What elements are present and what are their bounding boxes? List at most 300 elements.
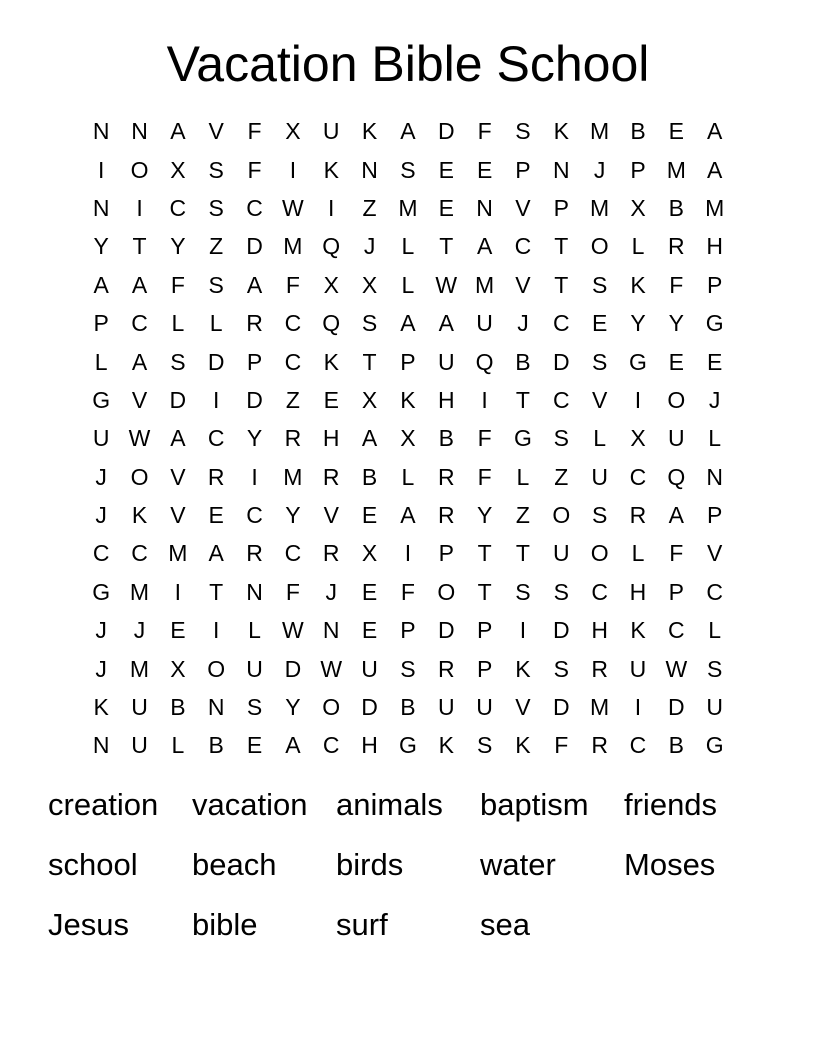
word-list-item: creation (48, 787, 159, 822)
grid-cell[interactable]: S (553, 655, 569, 682)
grid-cell[interactable]: U (591, 463, 608, 490)
grid-cell[interactable]: V (707, 540, 723, 567)
grid-cell[interactable]: M (590, 118, 610, 145)
grid-cell[interactable]: U (131, 694, 148, 721)
grid-cell[interactable]: B (170, 694, 186, 721)
grid-cell[interactable]: N (92, 194, 110, 221)
grid-cell[interactable]: J (708, 386, 721, 413)
grid-cell[interactable]: O (667, 386, 686, 413)
grid-cell[interactable]: K (515, 732, 531, 759)
grid-cell[interactable]: K (323, 156, 339, 183)
grid-cell[interactable]: A (707, 118, 723, 145)
grid-cell[interactable]: E (361, 578, 378, 605)
grid-cell[interactable]: P (476, 617, 493, 644)
grid-cell[interactable]: C (207, 425, 225, 452)
grid-cell[interactable]: C (284, 310, 302, 337)
grid-cell[interactable]: C (591, 578, 608, 605)
grid-cell[interactable]: R (591, 732, 608, 759)
grid-cell[interactable]: X (630, 194, 646, 221)
grid-cell[interactable]: F (477, 463, 492, 490)
grid-cell[interactable]: I (634, 386, 642, 413)
grid-cell[interactable]: A (668, 502, 684, 529)
grid-cell[interactable]: N (92, 118, 110, 145)
grid-cell[interactable]: Z (209, 233, 224, 260)
grid-cell[interactable]: E (707, 348, 723, 375)
grid-cell[interactable]: F (170, 271, 185, 298)
grid-cell[interactable]: X (361, 271, 378, 298)
grid-cell[interactable]: A (400, 310, 416, 337)
grid-cell[interactable]: R (591, 655, 608, 682)
grid-cell[interactable]: J (363, 233, 376, 260)
grid-cell[interactable]: J (325, 578, 337, 605)
grid-cell[interactable]: C (552, 310, 570, 337)
grid-cell[interactable]: I (136, 194, 143, 221)
grid-cell[interactable]: M (475, 271, 495, 298)
grid-cell[interactable]: D (437, 617, 455, 644)
grid-cell[interactable]: K (630, 271, 646, 298)
grid-cell[interactable]: Y (285, 694, 301, 721)
grid-cell[interactable]: U (706, 694, 723, 721)
grid-cell[interactable]: I (519, 617, 527, 644)
grid-cell[interactable]: O (130, 463, 149, 490)
grid-cell[interactable]: C (92, 540, 110, 567)
grid-cell[interactable]: A (400, 118, 416, 145)
grid-cell[interactable]: I (481, 386, 488, 413)
grid-cell[interactable]: S (476, 732, 493, 759)
grid-cell[interactable]: U (476, 694, 493, 721)
grid-cell[interactable]: I (251, 463, 258, 490)
grid-cell[interactable]: T (515, 540, 530, 567)
grid-cell[interactable]: M (590, 694, 610, 721)
grid-cell[interactable]: E (591, 310, 608, 337)
grid-cell[interactable]: W (435, 271, 458, 298)
grid-cell[interactable]: E (170, 617, 186, 644)
grid-cell[interactable]: O (437, 578, 456, 605)
grid-cell[interactable]: M (283, 463, 303, 490)
grid-cell[interactable]: U (246, 655, 263, 682)
grid-cell[interactable]: L (708, 425, 722, 452)
grid-cell[interactable]: D (361, 694, 378, 721)
grid-cell[interactable]: L (516, 463, 530, 490)
grid-cell[interactable]: V (208, 118, 224, 145)
grid-cell[interactable]: A (170, 118, 186, 145)
grid-cell[interactable]: J (95, 655, 107, 682)
grid-cell[interactable]: P (93, 310, 109, 337)
grid-cell[interactable]: O (130, 156, 149, 183)
word-list-item: animals (336, 787, 443, 822)
grid-cell[interactable]: C (284, 540, 302, 567)
grid-cell[interactable]: B (668, 732, 684, 759)
grid-cell[interactable]: P (668, 578, 684, 605)
grid-cell[interactable]: I (328, 194, 335, 221)
grid-cell[interactable]: U (437, 694, 455, 721)
grid-cell[interactable]: Q (322, 310, 341, 337)
grid-cell[interactable]: G (705, 732, 724, 759)
grid-cell[interactable]: T (477, 540, 492, 567)
grid-cell[interactable]: U (552, 540, 570, 567)
grid-cell[interactable]: E (668, 348, 684, 375)
grid-cell[interactable]: R (437, 463, 455, 490)
grid-cell[interactable]: D (284, 655, 302, 682)
grid-cell[interactable]: S (246, 694, 263, 721)
grid-cell[interactable]: X (361, 386, 378, 413)
grid-cell[interactable]: Y (93, 233, 109, 260)
grid-cell[interactable]: L (631, 540, 645, 567)
grid-cell[interactable]: P (400, 617, 416, 644)
grid-cell[interactable]: L (401, 271, 415, 298)
grid-cell[interactable]: C (552, 386, 570, 413)
grid-cell[interactable]: T (209, 578, 224, 605)
grid-cell[interactable]: H (361, 732, 378, 759)
grid-cell[interactable]: F (554, 732, 569, 759)
word-list-item: water (480, 847, 556, 882)
grid-cell[interactable]: P (630, 156, 646, 183)
grid-cell[interactable]: Z (285, 386, 300, 413)
grid-cell[interactable]: B (668, 194, 684, 221)
grid-cell[interactable]: N (131, 118, 148, 145)
grid-cell[interactable]: A (246, 271, 263, 298)
grid-cell[interactable]: F (669, 540, 684, 567)
grid-cell[interactable]: L (171, 310, 185, 337)
grid-cell[interactable]: C (629, 463, 647, 490)
grid-cell[interactable]: X (361, 540, 378, 567)
grid-cell[interactable]: X (323, 271, 339, 298)
grid-cell[interactable]: V (591, 386, 608, 413)
grid-cell[interactable]: U (437, 348, 455, 375)
grid-cell[interactable]: O (322, 694, 341, 721)
grid-cell[interactable]: O (590, 233, 609, 260)
grid-cell[interactable]: N (706, 463, 723, 490)
grid-cell[interactable]: S (208, 271, 224, 298)
word-list-item: sea (480, 907, 530, 942)
grid-cell[interactable]: I (174, 578, 182, 605)
grid-cell[interactable]: S (553, 578, 569, 605)
grid-cell[interactable]: R (246, 540, 263, 567)
grid-cell[interactable]: F (247, 156, 262, 183)
grid-cell[interactable]: J (95, 502, 107, 529)
grid-cell[interactable]: T (515, 386, 530, 413)
grid-cell[interactable]: A (170, 425, 186, 452)
grid-cell[interactable]: D (207, 348, 225, 375)
grid-cell[interactable]: W (665, 655, 688, 682)
grid-cell[interactable]: M (283, 233, 303, 260)
grid-cell[interactable]: U (322, 118, 340, 145)
grid-cell[interactable]: E (438, 156, 454, 183)
grid-cell[interactable]: W (282, 194, 304, 221)
grid-cell[interactable]: F (477, 425, 492, 452)
grid-cell[interactable]: B (438, 425, 454, 452)
grid-cell[interactable]: V (170, 463, 186, 490)
grid-cell[interactable]: E (361, 502, 378, 529)
grid-cell[interactable]: S (400, 156, 416, 183)
grid-cell[interactable]: W (320, 655, 343, 682)
grid-cell[interactable]: F (247, 118, 262, 145)
grid-cell[interactable]: Y (630, 310, 646, 337)
word-list-item: Jesus (48, 907, 129, 942)
grid-cell[interactable]: A (131, 348, 148, 375)
grid-cell[interactable]: U (131, 732, 148, 759)
grid-cell[interactable]: B (400, 694, 416, 721)
grid-cell[interactable]: G (705, 310, 724, 337)
grid-cell[interactable]: C (131, 540, 148, 567)
grid-cell[interactable]: N (476, 194, 493, 221)
grid-cell[interactable]: T (362, 348, 377, 375)
grid-cell[interactable]: P (707, 502, 723, 529)
grid-cell[interactable]: G (92, 386, 111, 413)
grid-cell[interactable]: A (476, 233, 493, 260)
grid-cell[interactable]: R (629, 502, 647, 529)
grid-cell[interactable]: N (246, 578, 263, 605)
grid-cell[interactable]: B (515, 348, 531, 375)
grid-cell[interactable]: S (400, 655, 416, 682)
grid-cell[interactable]: A (285, 732, 301, 759)
grid-cell[interactable]: A (361, 425, 378, 452)
word-list-row (48, 835, 768, 895)
grid-cell[interactable]: A (208, 540, 224, 567)
grid-cell[interactable]: Q (667, 463, 686, 490)
grid-cell[interactable]: L (593, 425, 607, 452)
grid-cell[interactable]: Q (322, 233, 341, 260)
grid-cell[interactable]: K (400, 386, 416, 413)
grid-cell[interactable]: A (93, 271, 109, 298)
grid-cell[interactable]: S (361, 310, 378, 337)
grid-cell[interactable]: Z (554, 463, 569, 490)
grid-cell[interactable]: D (169, 386, 187, 413)
grid-cell[interactable]: L (94, 348, 108, 375)
grid-cell[interactable]: D (246, 233, 263, 260)
grid-cell[interactable]: Y (246, 425, 263, 452)
grid-cell[interactable]: C (169, 194, 187, 221)
grid-cell[interactable]: I (634, 694, 642, 721)
grid-cell[interactable]: C (514, 233, 532, 260)
grid-cell[interactable]: C (246, 502, 263, 529)
grid-cell[interactable]: S (553, 425, 569, 452)
grid-cell[interactable]: S (591, 271, 608, 298)
grid-cell[interactable]: P (476, 655, 493, 682)
grid-cell[interactable]: N (361, 156, 378, 183)
grid-cell[interactable]: E (668, 118, 684, 145)
grid-cell[interactable]: M (168, 540, 188, 567)
grid-cell[interactable]: T (132, 233, 147, 260)
grid-cell[interactable]: X (630, 425, 646, 452)
grid-cell[interactable]: F (285, 578, 300, 605)
word-list-row (48, 775, 768, 835)
grid-cell[interactable]: E (438, 194, 454, 221)
grid-cell[interactable]: O (590, 540, 609, 567)
grid-cell[interactable]: V (170, 502, 186, 529)
grid-cell[interactable]: O (552, 502, 571, 529)
grid-cell[interactable]: P (400, 348, 416, 375)
grid-cell[interactable]: S (208, 156, 224, 183)
grid-cell[interactable]: K (93, 694, 109, 721)
grid-cell[interactable]: G (514, 425, 532, 452)
grid-cell[interactable]: U (476, 310, 493, 337)
grid-cell[interactable]: V (515, 271, 531, 298)
grid-cell[interactable]: G (629, 348, 647, 375)
grid-cell[interactable]: X (170, 655, 186, 682)
grid-cell[interactable]: I (213, 386, 220, 413)
grid-cell[interactable]: R (437, 655, 455, 682)
grid-cell[interactable]: W (282, 617, 304, 644)
grid-cell[interactable]: U (361, 655, 378, 682)
grid-cell[interactable]: M (666, 156, 686, 183)
grid-cell[interactable]: T (554, 271, 569, 298)
grid-cell[interactable]: P (707, 271, 723, 298)
grid-cell[interactable]: U (668, 425, 685, 452)
grid-cell[interactable]: F (477, 118, 492, 145)
grid-cell[interactable]: A (438, 310, 454, 337)
grid-cell[interactable]: D (246, 386, 263, 413)
grid-cell[interactable]: B (208, 732, 224, 759)
grid-cell[interactable]: X (285, 118, 301, 145)
grid-cell[interactable]: H (437, 386, 455, 413)
grid-cell[interactable]: T (477, 578, 492, 605)
grid-cell[interactable]: N (322, 617, 340, 644)
grid-cell[interactable]: J (517, 310, 529, 337)
grid-cell[interactable]: C (246, 194, 263, 221)
grid-cell[interactable]: H (322, 425, 340, 452)
grid-cell[interactable]: Y (668, 310, 684, 337)
grid-cell[interactable]: A (400, 502, 416, 529)
grid-cell[interactable]: K (515, 655, 531, 682)
grid-cell[interactable]: L (708, 617, 722, 644)
grid-cell[interactable]: J (593, 156, 606, 183)
grid-cell[interactable]: K (361, 118, 378, 145)
grid-cell[interactable]: J (95, 617, 107, 644)
grid-cell[interactable]: K (553, 118, 569, 145)
grid-cell[interactable]: D (668, 694, 685, 721)
grid-cell[interactable]: R (207, 463, 225, 490)
grid-cell[interactable]: K (438, 732, 454, 759)
grid-cell[interactable]: X (170, 156, 186, 183)
grid-cell[interactable]: I (213, 617, 220, 644)
grid-cell[interactable]: M (590, 194, 610, 221)
grid-cell[interactable]: V (323, 502, 339, 529)
grid-cell[interactable]: S (208, 194, 224, 221)
grid-cell[interactable]: R (322, 540, 340, 567)
grid-cell[interactable]: M (398, 194, 418, 221)
grid-cell[interactable]: S (591, 502, 608, 529)
grid-cell[interactable]: I (289, 156, 297, 183)
grid-cell[interactable]: H (591, 617, 608, 644)
grid-cell[interactable]: T (554, 233, 569, 260)
grid-cell[interactable]: L (171, 732, 185, 759)
grid-cell[interactable]: R (437, 502, 455, 529)
grid-cell[interactable]: Y (476, 502, 493, 529)
grid-row (82, 112, 734, 150)
grid-cell[interactable]: S (515, 118, 531, 145)
grid-cell[interactable]: T (439, 233, 454, 260)
grid-cell[interactable]: P (553, 194, 569, 221)
grid-cell[interactable]: G (92, 578, 111, 605)
grid-cell[interactable]: K (630, 617, 646, 644)
grid-row (82, 726, 734, 764)
grid-cell[interactable]: L (401, 233, 415, 260)
grid-cell[interactable]: E (246, 732, 263, 759)
grid-cell[interactable]: Q (475, 348, 494, 375)
grid-cell[interactable]: H (629, 578, 647, 605)
grid-cell[interactable]: Z (362, 194, 377, 221)
grid-cell[interactable]: D (552, 348, 570, 375)
grid-cell[interactable]: O (207, 655, 226, 682)
grid-cell[interactable]: H (706, 233, 723, 260)
grid-cell[interactable]: D (437, 118, 455, 145)
grid-cell[interactable]: M (705, 194, 725, 221)
grid-cell[interactable]: M (129, 578, 150, 605)
grid-cell[interactable]: S (707, 655, 723, 682)
grid-cell[interactable]: C (706, 578, 723, 605)
grid-cell[interactable]: L (401, 463, 415, 490)
grid-cell[interactable]: A (707, 156, 723, 183)
grid-cell[interactable]: D (552, 617, 570, 644)
grid-cell[interactable]: R (668, 233, 685, 260)
grid-cell[interactable]: F (669, 271, 684, 298)
grid-cell[interactable]: F (400, 578, 415, 605)
grid-cell[interactable]: L (209, 310, 223, 337)
grid-cell[interactable]: R (322, 463, 340, 490)
grid-cell[interactable]: V (515, 694, 531, 721)
grid-cell[interactable]: F (285, 271, 300, 298)
grid-cell[interactable]: I (404, 540, 412, 567)
grid-cell[interactable]: L (631, 233, 645, 260)
grid-cell[interactable]: Y (170, 233, 186, 260)
grid-cell[interactable]: E (361, 617, 378, 644)
grid-cell[interactable]: I (97, 156, 105, 183)
grid-cell[interactable]: R (246, 310, 263, 337)
grid-cell[interactable]: E (476, 156, 493, 183)
grid-cell[interactable]: S (170, 348, 186, 375)
grid-cell[interactable]: N (92, 732, 110, 759)
grid-row (82, 381, 734, 419)
grid-cell[interactable]: R (284, 425, 302, 452)
grid-cell[interactable]: U (629, 655, 647, 682)
grid-cell[interactable]: J (95, 463, 107, 490)
grid-cell[interactable]: K (131, 502, 148, 529)
grid-cell[interactable]: V (131, 386, 148, 413)
grid-cell[interactable]: J (133, 617, 146, 644)
grid-cell[interactable]: U (92, 425, 110, 452)
grid-cell[interactable]: P (246, 348, 263, 375)
grid-cell[interactable]: A (131, 271, 148, 298)
grid-cell[interactable]: S (515, 578, 531, 605)
grid-cell[interactable]: C (668, 617, 685, 644)
grid-cell[interactable]: Z (515, 502, 530, 529)
grid-cell[interactable]: K (323, 348, 339, 375)
grid-cell[interactable]: B (361, 463, 378, 490)
grid-row (82, 227, 734, 265)
grid-cell[interactable]: L (248, 617, 261, 644)
grid-cell[interactable]: M (129, 655, 150, 682)
grid-cell[interactable]: B (630, 118, 646, 145)
grid-cell[interactable]: X (400, 425, 416, 452)
grid-cell[interactable]: N (207, 694, 225, 721)
grid-cell[interactable]: E (208, 502, 224, 529)
grid-cell[interactable]: P (515, 156, 531, 183)
grid-cell[interactable]: Y (285, 502, 301, 529)
grid-cell[interactable]: V (515, 194, 531, 221)
grid-cell[interactable]: C (284, 348, 302, 375)
grid-cell[interactable]: D (552, 694, 570, 721)
grid-cell[interactable]: S (591, 348, 608, 375)
grid-cell[interactable]: N (552, 156, 570, 183)
grid-cell[interactable]: W (128, 425, 151, 452)
grid-cell[interactable]: P (438, 540, 454, 567)
grid-cell[interactable]: E (323, 386, 339, 413)
grid-cell[interactable]: C (322, 732, 340, 759)
grid-cell[interactable]: C (131, 310, 148, 337)
grid-cell[interactable]: C (629, 732, 647, 759)
grid-cell[interactable]: G (398, 732, 417, 759)
